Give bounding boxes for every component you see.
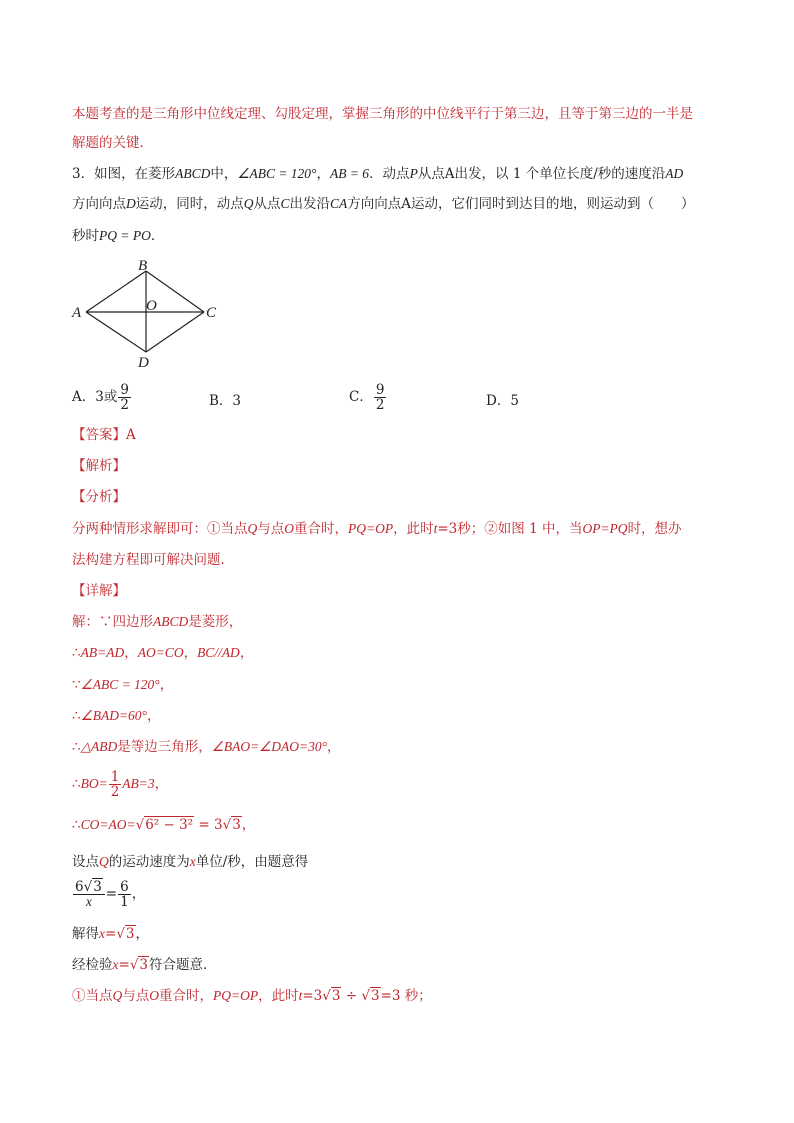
math: △ABD: [80, 739, 118, 754]
rhombus-figure: [66, 254, 226, 372]
sqrt-sign: √: [222, 817, 232, 833]
option-c[interactable]: [349, 383, 387, 412]
text: =: [105, 926, 117, 942]
detail-line-4: [72, 706, 160, 726]
text: 解：∵四边形: [72, 614, 153, 630]
text: 重合时，: [294, 521, 348, 537]
math: AO=CO: [137, 645, 184, 660]
sqrt-sign: √: [322, 988, 331, 1004]
denominator: x: [85, 894, 92, 909]
option-b-label: B．3: [209, 393, 242, 409]
text: 从点: [253, 196, 281, 212]
edge-da: [86, 312, 146, 352]
text: 是等边三角形，: [117, 739, 212, 755]
section-heading: 【分析】: [72, 489, 126, 505]
math: CA: [330, 196, 348, 211]
math: x: [99, 926, 105, 941]
answer-value: A: [126, 427, 136, 443]
math: PQ=OP: [348, 521, 394, 536]
text: 运动，同时，动点: [135, 196, 244, 212]
text: ，: [159, 677, 174, 693]
math: Q: [99, 854, 109, 869]
math: C: [280, 196, 290, 211]
radicand: 3: [125, 926, 135, 942]
text: ，: [154, 776, 169, 792]
text: =: [105, 886, 118, 902]
text: =: [118, 957, 130, 973]
detail-line-2: [72, 643, 253, 663]
text: ，: [239, 645, 254, 661]
math: t: [433, 521, 438, 536]
math: ∠BAO=∠DAO=30°: [211, 739, 328, 754]
detail-line-5: [72, 737, 341, 757]
label-c: C: [206, 305, 217, 321]
summary-line-2: [72, 133, 153, 153]
sqrt-sign: √: [116, 926, 125, 942]
sqrt-sign: √: [129, 957, 139, 973]
fraction: [118, 880, 131, 909]
text: 符合题意．: [149, 957, 217, 973]
text: 解得: [72, 926, 99, 942]
text: ∴: [72, 776, 81, 792]
text: ，: [327, 739, 341, 755]
detail-line-6: [72, 770, 168, 799]
math: Q: [247, 521, 258, 536]
text: ①当点: [72, 988, 113, 1004]
denominator: 2: [375, 397, 385, 413]
text: 经检验: [72, 957, 113, 973]
denominator: 1: [120, 894, 129, 910]
text: ，: [241, 817, 256, 833]
detail-line-9: [72, 880, 145, 909]
fenxi-label: [72, 487, 126, 507]
numerator: 1: [110, 769, 120, 785]
option-b[interactable]: [209, 391, 241, 411]
fenxi-line-1: [72, 519, 682, 539]
fraction: [374, 383, 387, 412]
numerator: 6: [120, 879, 129, 895]
math: ABCD: [153, 614, 189, 629]
math: AB=3: [122, 776, 155, 791]
question-line-2: [72, 194, 695, 214]
denominator: 2: [120, 397, 129, 413]
fraction: [73, 880, 105, 909]
label-d: D: [138, 355, 149, 371]
text: ，此时: [258, 988, 299, 1004]
detail-line-8: [72, 852, 308, 872]
label-b: B: [138, 258, 148, 274]
radicand: 3: [331, 988, 341, 1004]
math: x: [189, 854, 196, 869]
text: 分两种情形求解即可：①当点: [72, 521, 248, 537]
text: ，: [146, 708, 161, 724]
text: ∴: [72, 645, 81, 661]
text: 方向向点: [72, 196, 126, 212]
text: ∴: [72, 739, 81, 755]
coef: 6: [75, 879, 84, 895]
text: 与点: [122, 988, 150, 1004]
math: ∠BAD=60°: [80, 708, 147, 723]
text: 如图，在菱形: [94, 166, 176, 182]
text: 时，想办: [627, 521, 682, 537]
question-line-1: [72, 164, 683, 184]
option-c-label: C．: [349, 389, 373, 405]
text: ，: [131, 886, 146, 902]
math: t: [298, 988, 303, 1003]
text: =3: [302, 988, 323, 1004]
fenxi-line-2: [72, 550, 234, 570]
text: 设点: [72, 854, 99, 870]
math: PQ = PO: [99, 228, 151, 243]
math: ABCD: [175, 166, 211, 181]
text: 重合时，: [159, 988, 213, 1004]
math: Q: [243, 196, 254, 211]
math: PQ=OP: [213, 988, 259, 1003]
text: ∴: [72, 708, 81, 724]
radicand: 3: [93, 879, 102, 895]
detail-line-11: [72, 955, 217, 975]
text: ∵: [72, 677, 81, 693]
text: ，此时: [393, 521, 434, 537]
text: ．动点: [369, 166, 410, 182]
math: AD: [665, 166, 684, 181]
text: ，: [124, 645, 138, 661]
math: ∠ABC = 120°: [237, 166, 317, 181]
text: ∴: [72, 817, 81, 833]
radicand: 3: [139, 957, 149, 973]
edge-ab: [86, 271, 146, 312]
text: =3秒；②如图 1 中，当: [437, 521, 583, 537]
text: 中，: [210, 166, 238, 182]
text: ，: [135, 926, 150, 942]
option-a[interactable]: [72, 383, 132, 412]
numerator: [73, 880, 105, 895]
math: O: [284, 521, 294, 536]
text: 单位/秒，由题意得: [195, 854, 309, 870]
summary-line-1: [72, 104, 693, 124]
math: AB = 6: [329, 166, 370, 181]
fraction: [109, 770, 122, 799]
math: D: [126, 196, 136, 211]
math: Q: [112, 988, 123, 1003]
detail-line-12: [72, 986, 432, 1006]
analysis-label: [72, 456, 126, 476]
sqrt-sign: √: [361, 988, 370, 1004]
detail-line-1: [72, 612, 242, 632]
math: ∠ABC = 120°: [80, 677, 160, 692]
option-d[interactable]: [486, 391, 519, 411]
math: AB=AD: [80, 645, 125, 660]
text: 与点: [257, 521, 285, 537]
math: BO=: [80, 776, 108, 791]
fraction: [118, 383, 131, 412]
math: BC//AD: [197, 645, 240, 660]
detail-label: [72, 581, 126, 601]
detail-line-3: [72, 675, 173, 695]
option-d-label: D．5: [486, 393, 519, 409]
text: ÷: [341, 988, 362, 1004]
text: 法构建方程即可解决问题．: [72, 552, 234, 568]
text: ，: [183, 645, 198, 661]
question-line-3: [72, 226, 164, 246]
radicand: 6² − 3²: [145, 817, 194, 833]
answer-line: [72, 425, 136, 445]
text: 秒时: [72, 228, 99, 244]
math: O: [149, 988, 159, 1003]
text: 出发沿: [289, 196, 331, 212]
text: ．: [150, 228, 165, 244]
radicand: 3: [371, 988, 380, 1004]
numerator: 9: [375, 382, 385, 398]
sqrt-sign: √: [135, 817, 145, 833]
text: = 3: [194, 817, 223, 833]
detail-line-7: [72, 815, 255, 835]
text: 的运动速度为: [108, 854, 190, 870]
question-number: 3．: [72, 166, 95, 182]
math: CO=AO=: [80, 817, 136, 832]
summary-text: 本题考查的是三角形中位线定理、勾股定理，掌握三角形的中位线平行于第三边，且等于第三边的一半是: [72, 106, 693, 122]
text: 方向向点A运动，它们同时到达目的地，则运动到（ ）: [347, 196, 695, 212]
edge-cd: [146, 312, 204, 352]
text: ，: [316, 166, 330, 182]
label-a: A: [72, 305, 82, 321]
math: OP=PQ: [582, 521, 628, 536]
text: =3 秒；: [380, 988, 432, 1004]
option-a-label: A．3或: [72, 389, 118, 405]
section-heading: 【解析】: [72, 458, 126, 474]
math: P: [409, 166, 418, 181]
label-o: O: [146, 298, 157, 314]
detail-line-10: [72, 924, 149, 944]
numerator: 9: [120, 382, 129, 398]
math: x: [112, 957, 119, 972]
radicand: 3: [232, 817, 241, 833]
text: 是菱形，: [188, 614, 243, 630]
denominator: 2: [110, 784, 120, 800]
text: 从点A出发，以 1 个单位长度/秒的速度沿: [417, 166, 666, 182]
section-heading: 【详解】: [72, 583, 126, 599]
sqrt-sign: √: [83, 879, 93, 895]
answer-label: 【答案】: [72, 427, 126, 443]
summary-text: 解题的关键．: [72, 135, 153, 151]
